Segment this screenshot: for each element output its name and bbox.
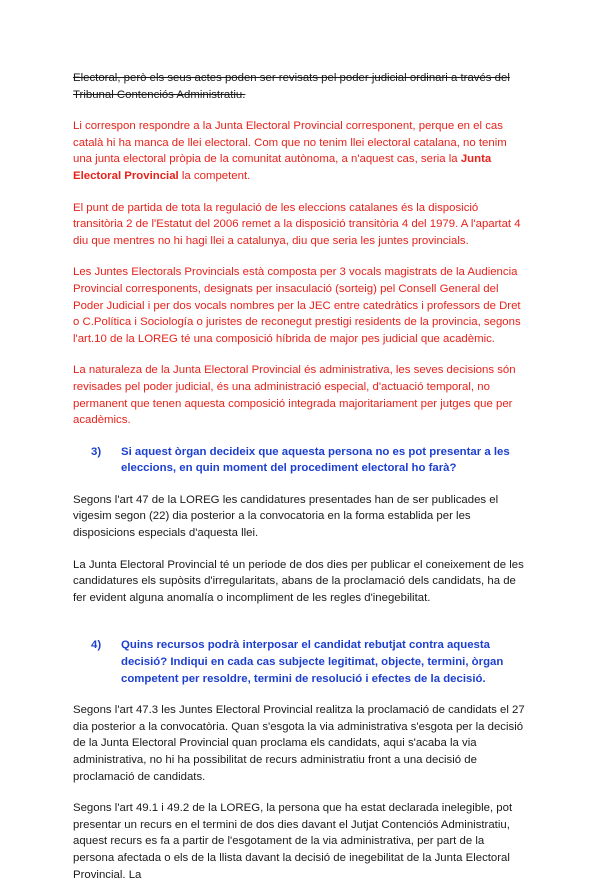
question-3-number: 3) — [91, 445, 102, 458]
paragraph-art49: Segons l'art 49.1 i 49.2 de la LOREG, la persona que ha estat declarada inelegible, pot presentar un recurs en el termini de dos dies davant el Jutjat Contenciós Administratiu, aquest recurs es fa a partir de l'esgotament de la via administrativa, per part de la persona afectada o els de la llista davant la decisió de inegebilitat de la Junta Electoral Provincial. La — [73, 802, 513, 881]
paragraph-competence-end: la competent. — [178, 169, 251, 182]
paragraph-regulation: El punt de partida de tota la regulació de les eleccions catalanes és la disposició transitòria 2 de l'Estatut del 2006 remet a la disposició transitòria 4 del 1979. A l'apartat 4 diu que mentres no hi hagi llei a catalunya, diu que seria les juntes provincials. — [73, 201, 521, 247]
struck-paragraph: Electoral, però els seus actes poden ser revisats pel poder judicial ordinari a través del Tribunal Contenciós Administratiu. — [73, 72, 510, 101]
paragraph-art47: Segons l'art 47 de la LOREG les candidatures presentades han de ser publicades el vigesim segon (22) dia posterior a la convocatoria en la forma establida per les disposicions especials d'aquesta llei. — [73, 493, 499, 540]
document-page — [73, 70, 528, 883]
question-3 — [73, 444, 528, 477]
paragraph-competence-text: Li correspon respondre a la Junta Electoral Provincial corresponent, perque en el cas català hi ha manca de llei electoral. Com que no tenim llei electoral catalana, no tenim una junta electoral pròpia de la comunitat autònoma, a n'aquest cas, seria la — [73, 120, 507, 166]
paragraph-period: La Junta Electoral Provincial té un periode de dos dies per publicar el coneixement de les candidatures els supòsits d'irregularitats, abans de la proclamació dels candidats, ha de fer evident alguna anomalía o incompliment de les regles d'inegebilitat. — [73, 558, 524, 604]
paragraph-competence — [73, 118, 528, 184]
highlight-junta: Junta Electoral Provincial — [73, 153, 492, 182]
question-4-number: 4) — [91, 639, 102, 652]
paragraph-composition: Les Juntes Electorals Provincials està composta per 3 vocals magistrats de la Audiencia Provincial corresponents, designats per insaculació (sorteig) pel Consell General del Poder Judicial i per dos vocals nombres per la JEC entre catedràtics i professors de Dret o C.Política i Sociología o juristes de reconegut prestigi residents de la provincia, segons l'art.10 de la LOREG té una composició híbrida de major pes judicial que acadèmic. — [73, 266, 521, 345]
paragraph-nature: La naturaleza de la Junta Electoral Provincial és administrativa, les seves decisions són revisades pel poder judicial, és una administració especial, d'actuació temporal, no permanent que tenen aquesta composició integrada majoritariament per jutges que per acadèmics. — [73, 364, 516, 427]
question-3-text: Si aquest òrgan decideix que aquesta persona no es pot presentar a les eleccions, en quin moment del procediment electoral ho farà? — [121, 445, 510, 475]
question-4 — [73, 637, 528, 687]
question-4-text: Quins recursos podrà interposar el candidat rebutjat contra aquesta decisió? Indiqui en cada cas subjecte legitimat, objecte, termini, òrgan competent per resoldre, termini de resolució i efectes de la decisió. — [121, 639, 504, 685]
paragraph-art47-3: Segons l'art 47.3 les Juntes Electoral Provincial realitza la proclamació de candidats el 27 dia posterior a la convocatòria. Quan s'esgota la via administrativa s'esgota per la decisió de la Junta Electoral Provincial quan proclama els candidats, aqui s'acaba la via administrativa, no hi ha possibilitat de recurs administratiu front a una decisió de proclamació de candidats. — [73, 704, 525, 783]
